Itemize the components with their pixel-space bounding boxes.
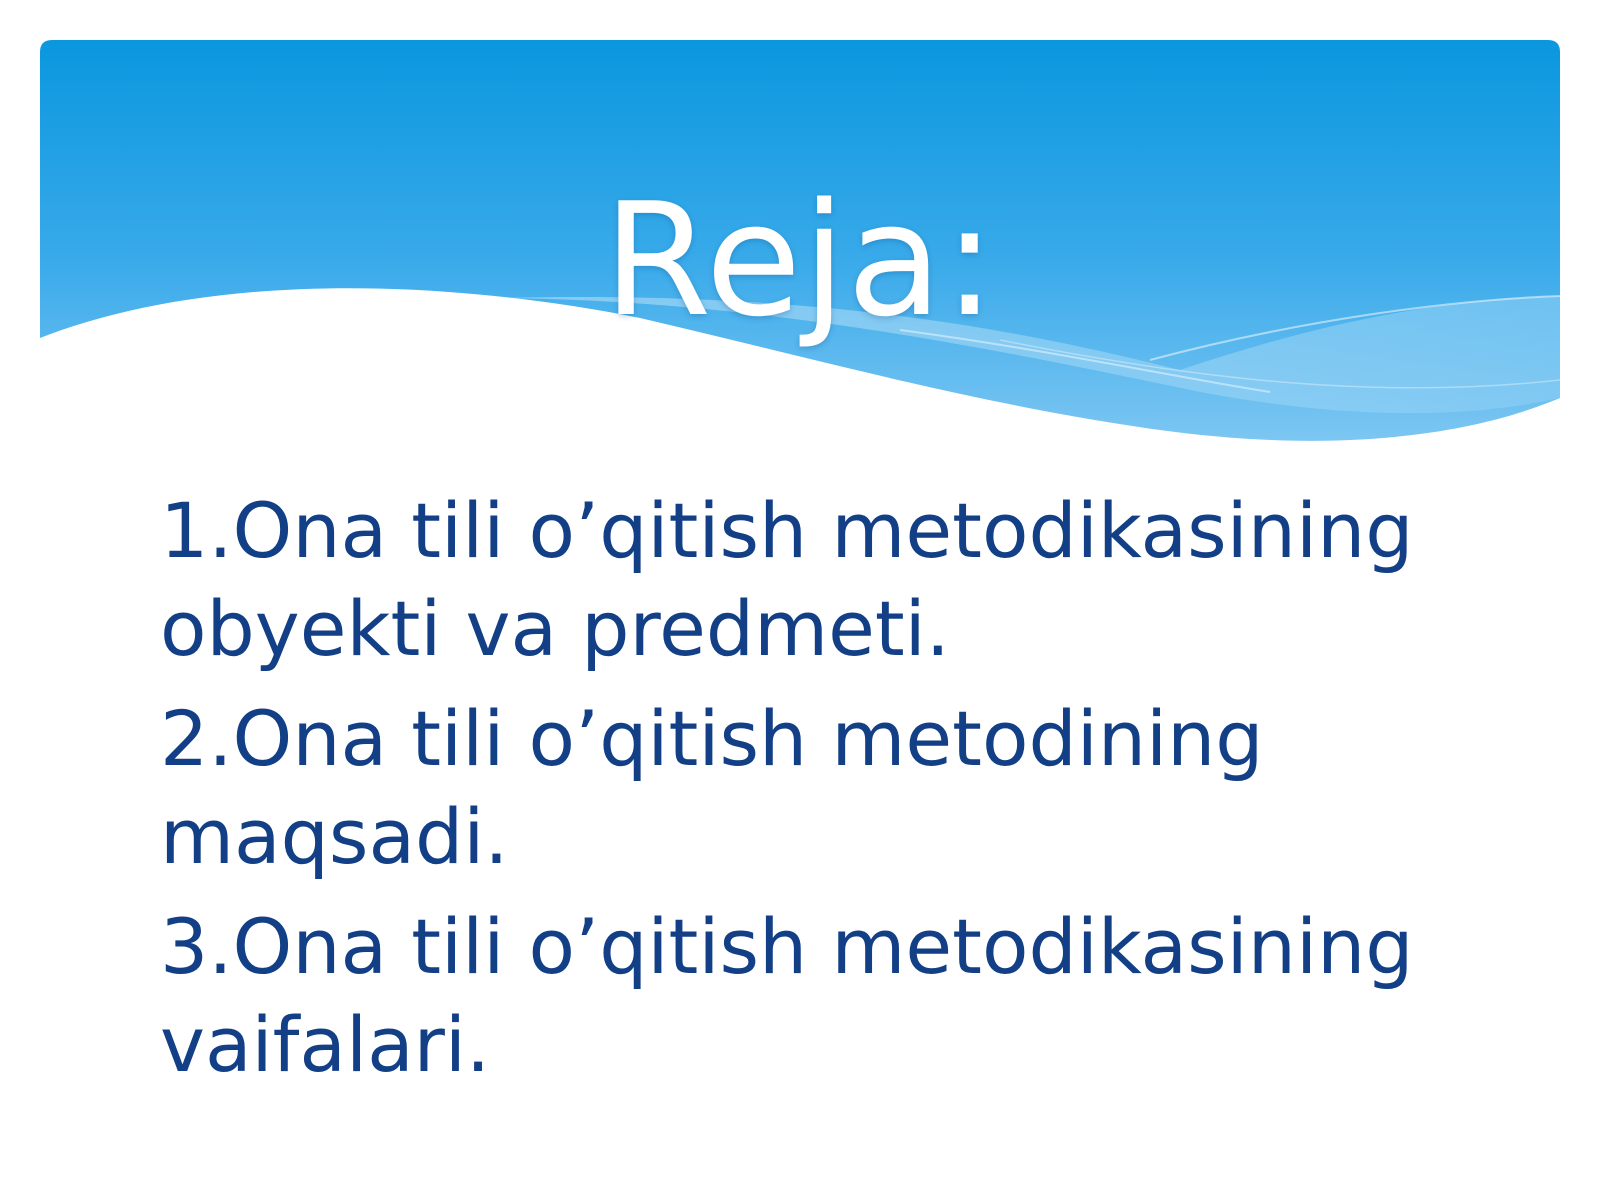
agenda-item-3: 3.Ona tili o’qitish metodikasining vaifalari. <box>160 902 1414 1089</box>
slide-title: Reja: <box>603 169 997 351</box>
agenda-list <box>160 482 1500 1106</box>
agenda-item-2: 2.Ona tili o’qitish metodining maqsadi. <box>160 694 1264 881</box>
agenda-item-1: 1.Ona tili o’qitish metodikasining obyekti va predmeti. <box>160 486 1414 673</box>
